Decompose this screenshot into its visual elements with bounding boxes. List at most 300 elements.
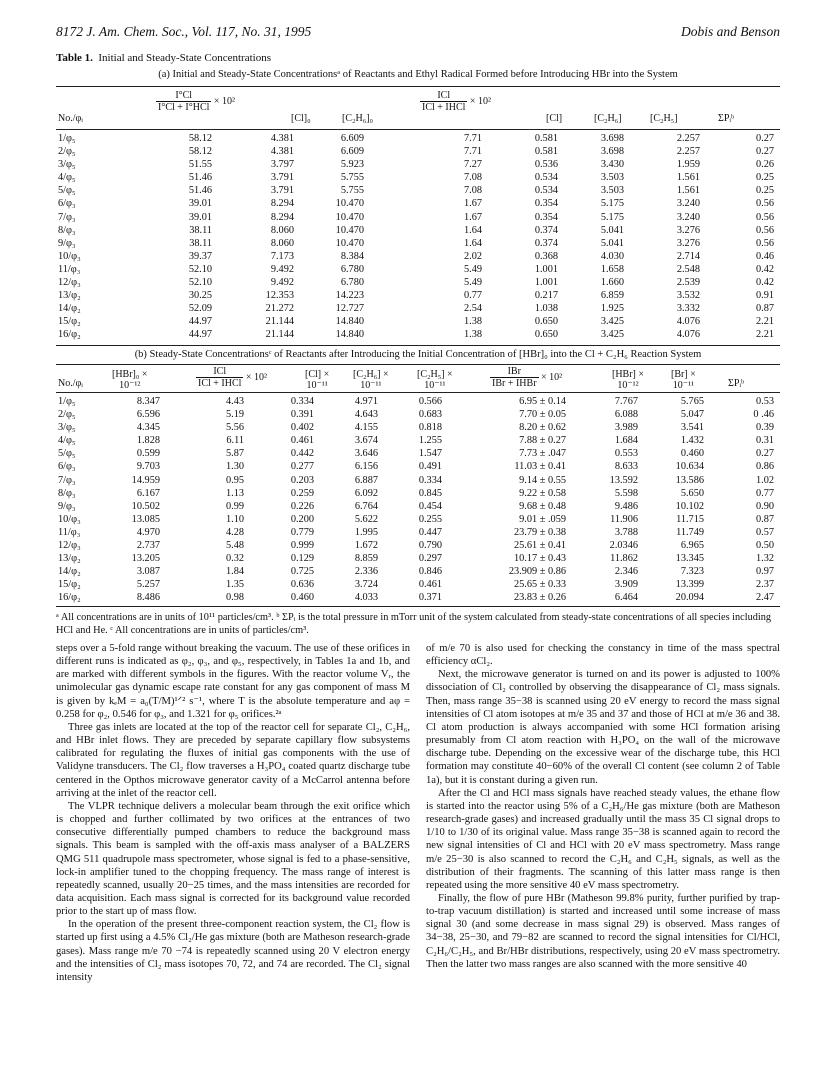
table-cell: 1.561 [676, 172, 700, 184]
table-cell: 5.041 [600, 224, 624, 236]
table-cell: 14.840 [335, 316, 364, 328]
table-cell: 1.10 [225, 513, 244, 525]
table-cell: 1.001 [534, 277, 558, 289]
table-cell: 1.84 [225, 566, 244, 578]
table-cell: 0.77 [755, 487, 774, 499]
table-row [56, 474, 780, 487]
header-hbr-b: [HBr] × 10⁻¹² [612, 369, 645, 391]
table-cell: 7.27 [463, 159, 482, 171]
table-cell: 2.257 [676, 133, 700, 144]
header-initial-cl-fraction: $\frac{I^\circ Cl}{\text{I°Cl + I°HCl}}$ × 10² [158, 90, 236, 113]
table-cell: 14.223 [335, 290, 364, 302]
table-cell: 2.02 [463, 250, 482, 262]
table-cell: 5.755 [340, 185, 364, 197]
row-label-cell: 5/φ₅ [58, 185, 76, 197]
table-cell: 1.64 [463, 224, 482, 236]
table-cell: 5.923 [340, 159, 364, 171]
paragraph: After the Cl and HCl mass signals have reached steady values, the ethane flow is started into the reactor using 5% of a C₂H₆/He gas mixture (both are Matheson research-grade gases) and increased gradually until the mass 35 Cl signal drops to 1/10 to 1/30 of its original value. Mass range 35−38 is scanned again to record the new signal intensities of Cl and HCl with 20 eV mass spectrometry. Mass range m/e 25−30 is also scanned to record the C₂H₆ and C₂H₅ signals, as well as the distribution of their fragments. The scanning of this latter mass range is then repeated using the more sensitive 40 eV mass spectrometry. [426, 787, 780, 891]
table-cell: 3.240 [676, 198, 700, 210]
table-cell: 7.73 ± .047 [519, 448, 566, 460]
paragraph: The VLPR technique delivers a molecular beam through the exit orifice which is chopped and further collimated by two orifices at the entrances of two consecutive differentially pumped chambers to reduce the background mass signals. This beam is sampled with the off-axis mass analyser of a BALZERS QMG 511 quadrupole mass spectrometer, whose signal is fed to a phase-sensitive, lock-in amplifier tuned to the chopping frequency. The mass range of interest is repeatedly scanned, usually 20−25 times, and the mass intensities are recorded for data acquisition. Each mass signal is corrected for its background value recorded prior to the start up of mass flow. [56, 800, 410, 918]
row-label-cell: 12/φ₃ [58, 277, 81, 289]
table-row [56, 578, 780, 591]
table-cell: 5.175 [600, 211, 624, 223]
table-cell: 10.470 [335, 198, 364, 210]
header-cl0: [Cl]₀ [291, 113, 311, 124]
table-cell: 0.86 [755, 461, 774, 473]
table-cell: 8.060 [270, 224, 294, 236]
table-cell: 0.374 [534, 237, 558, 249]
table-cell: 1.13 [225, 487, 244, 499]
table-cell: 4.381 [270, 146, 294, 158]
table-cell: 44.97 [188, 316, 212, 328]
table-cell: 0.391 [290, 409, 314, 421]
journal-citation: 8172 J. Am. Chem. Soc., Vol. 117, No. 31, 1995 [56, 24, 312, 39]
table-cell: 0.50 [755, 540, 774, 552]
table-cell: 23.83 ± 0.26 [514, 592, 566, 604]
table-row [56, 539, 780, 552]
table-cell: 1.959 [676, 159, 700, 171]
table-cell: 3.425 [600, 316, 624, 328]
table-cell: 2.548 [676, 263, 700, 275]
row-label-cell: 10/φ₃ [58, 250, 81, 262]
table-cell: 6.609 [340, 133, 364, 144]
table-footnote: ᵃ All concentrations are in units of 10¹¹ particles/cm³. ᵇ ΣPᵢ is the total pressure in mTorr unit of the system calculated from steady-state concentrations of all species including HCl and He. ᶜ All concentrations are in units of particles/cm³. [56, 612, 772, 636]
table-cell: 10.634 [675, 461, 704, 473]
table-cell: 1.684 [614, 435, 638, 447]
row-label-cell: 9/φ₃ [58, 500, 76, 512]
row-label-cell: 8/φ₃ [58, 487, 76, 499]
table-cell: 0.200 [290, 513, 314, 525]
table-cell: 2.346 [614, 566, 638, 578]
table-part-b-caption: (b) Steady-State Concentrationsᶜ of Reactants after Introducing the Initial Concentration of [HBr]₀ into the Cl + C₂H₆ Reaction System [134, 349, 702, 360]
header-cl-fraction: $\frac{\text{ICl}}{\text{ICl + IHCl}}$ × 10² [422, 90, 492, 113]
row-label-cell: 7/φ₃ [58, 211, 76, 223]
table-cell: 8.486 [136, 592, 160, 604]
header-c2h6-0: [C₂H₆]₀ [342, 113, 374, 124]
header-no-b: No./φᵢ [58, 378, 83, 389]
row-label-cell: 14/φ₂ [58, 303, 81, 315]
table-cell: 7.71 [463, 146, 482, 158]
table-cell: 21.144 [265, 329, 294, 341]
table-cell: 4.076 [676, 316, 700, 328]
table-cell: 0.32 [225, 553, 244, 565]
table-cell: 2.37 [755, 579, 774, 591]
row-label-cell: 15/φ₂ [58, 579, 81, 591]
table-cell: 5.755 [340, 172, 364, 184]
table-row [56, 487, 780, 500]
table-cell: 0.57 [755, 526, 774, 538]
table-cell: 0.334 [290, 396, 314, 407]
header-sum-pressure: ΣPᵢᵇ [718, 113, 735, 124]
table-cell: 2.0346 [609, 540, 638, 552]
table-cell: 0.90 [755, 500, 774, 512]
table-row [56, 500, 780, 513]
table-cell: 8.859 [354, 553, 378, 565]
header-cl: [Cl] [546, 113, 563, 124]
table-row [56, 513, 780, 526]
table-cell: 0.56 [755, 224, 774, 236]
table-cell: 1.547 [418, 448, 442, 460]
table-cell: 1.32 [755, 553, 774, 565]
table-cell: 1.35 [225, 579, 244, 591]
body-column-right [426, 642, 780, 971]
row-label-cell: 4/φ₅ [58, 435, 76, 447]
table-cell: 10.470 [335, 224, 364, 236]
table-cell: 3.332 [676, 303, 700, 315]
table-cell: 52.10 [188, 263, 212, 275]
table-cell: 0.259 [290, 487, 314, 499]
table-cell: 0.581 [534, 146, 558, 158]
table-cell: 38.11 [189, 237, 212, 249]
article-authors: Dobis and Benson [681, 24, 780, 39]
table-cell: 0.354 [534, 198, 558, 210]
header-cl-b: [Cl] × 10⁻¹¹ [305, 369, 330, 391]
table-cell: 3.791 [270, 172, 294, 184]
row-label-cell: 1/φ₅ [58, 396, 76, 407]
table-cell: 25.65 ± 0.33 [514, 579, 566, 591]
table-cell: 1.30 [225, 461, 244, 473]
table-cell: 3.674 [354, 435, 378, 447]
table-cell: 7.71 [463, 133, 482, 144]
table-cell: 0.371 [418, 592, 442, 604]
table-cell: 0.354 [534, 211, 558, 223]
table-cell: 2.21 [755, 316, 774, 328]
table-cell: 0.31 [755, 435, 774, 447]
table-cell: 0.25 [755, 172, 774, 184]
table-cell: 0.454 [418, 500, 442, 512]
paragraph: Finally, the flow of pure HBr (Matheson 99.8% purity, further purified by trap-to-trap vacuum distillation) is started and increased until some increase of mass signal 30 (and some decrease in mass signal 29) is observed. Mass ranges of 34−38, 25−30, and 79−82 are scanned to record the signal intensities for Cl/HCl, C₂H₆/C₂H₅, and Br/HBr distributions, respectively, using 20 eV mass spectrometry. Then the latter two mass ranges are also scanned with the more sensitive 40 [426, 892, 780, 970]
table-cell: 0.534 [534, 185, 558, 197]
table-cell: 39.01 [188, 211, 212, 223]
row-label-cell: 6/φ₃ [58, 461, 76, 473]
header-hbr0: [HBr]₀ × 10⁻¹² [112, 369, 148, 391]
table-row [56, 276, 780, 289]
paragraph: Three gas inlets are located at the top of the reactor cell for separate Cl₂, C₂H₆, and HBr inlet flows. They are preceded by separate capillary flow subsystems calibrated for regulating the fluxes of initial gas components with the use of Validyne transducers. The Cl₂ flow traverses a H₃PO₄ coated quartz discharge tube centered in the Opthos microwave generator cavity of a McCarrol antenna before arriving at the inlet of the reactor cell. [56, 721, 410, 799]
table-cell: 14.840 [335, 329, 364, 341]
table-rule-header-b [56, 392, 780, 393]
table-cell: 44.97 [188, 329, 212, 341]
row-label-cell: 16/φ₂ [58, 592, 81, 604]
table-cell: 12.353 [265, 290, 294, 302]
table-cell: 6.95 ± 0.14 [519, 396, 566, 407]
table-cell: 0.442 [290, 448, 314, 460]
table-row [56, 158, 780, 171]
table-cell: 2.257 [676, 146, 700, 158]
table-cell: 9.68 ± 0.48 [519, 500, 566, 512]
table-cell: 4.28 [225, 526, 244, 538]
header-sum-pressure-b: ΣPᵢᵇ [728, 378, 745, 389]
table-row [56, 460, 780, 473]
table-cell: 11.862 [610, 553, 638, 565]
table-cell: 3.276 [676, 237, 700, 249]
table-cell: 6.764 [354, 500, 378, 512]
table-cell: 4.43 [225, 396, 244, 407]
table-cell: 1.038 [534, 303, 558, 315]
table-row [56, 395, 780, 408]
table-cell: 0.95 [225, 474, 244, 486]
table-cell: 3.240 [676, 211, 700, 223]
table-cell: 0.217 [534, 290, 558, 302]
table-row [56, 328, 780, 341]
table-cell: 0.636 [290, 579, 314, 591]
table-cell: 0.255 [418, 513, 442, 525]
table-cell: 7.767 [614, 396, 638, 407]
table-cell: 0.536 [534, 159, 558, 171]
table-part-b [56, 395, 780, 605]
table-cell: 6.609 [340, 146, 364, 158]
table-cell: 12.727 [335, 303, 364, 315]
table-cell: 3.698 [600, 146, 624, 158]
table-cell: 0.297 [418, 553, 442, 565]
header-c2h5-b: [C₂H₅] × 10⁻¹¹ [417, 369, 453, 391]
table-cell: 0.461 [418, 579, 442, 591]
table-title-text: Initial and Steady-State Concentrations [98, 52, 271, 64]
paragraph: In the operation of the present three-component reaction system, the Cl₂ flow is started up first using a 4.5% Cl₂/He gas mixture (both are Matheson research-grade gases). Mass range m/e 70 −74 is repeatedly scanned using 20 V electron energy and the intensities of Cl₂ mass isotopes 70, 72, and 74 are recorded. The Cl₂ signal intensity [56, 919, 410, 983]
table-rule-top-a [56, 86, 780, 87]
table-cell: 5.49 [463, 277, 482, 289]
table-cell: 21.272 [265, 303, 294, 315]
table-cell: 5.48 [225, 540, 244, 552]
table-cell: 0.818 [418, 422, 442, 434]
table-cell: 1.995 [354, 526, 378, 538]
table-row [56, 237, 780, 250]
table-cell: 0.566 [418, 396, 442, 407]
table-title [56, 52, 271, 64]
table-cell: 5.175 [600, 198, 624, 210]
table-cell: 51.46 [188, 185, 212, 197]
table-cell: 3.797 [270, 159, 294, 171]
table-cell: 6.780 [340, 263, 364, 275]
table-cell: 11.906 [610, 513, 638, 525]
table-rule-header-a [56, 129, 780, 130]
table-cell: 3.532 [676, 290, 700, 302]
table-label: Table 1. [56, 52, 93, 64]
table-cell: 6.156 [354, 461, 378, 473]
row-label-cell: 13/φ₂ [58, 553, 81, 565]
table-cell: 4.381 [270, 133, 294, 144]
table-cell: 5.650 [680, 487, 704, 499]
table-cell: 2.737 [136, 540, 160, 552]
table-cell: 0.42 [755, 277, 774, 289]
table-cell: 0.368 [534, 250, 558, 262]
table-cell: 8.347 [136, 396, 160, 407]
table-cell: 5.56 [225, 422, 244, 434]
table-cell: 2.54 [463, 303, 482, 315]
table-cell: 0.99 [225, 500, 244, 512]
row-label-cell: 11/φ₃ [58, 263, 81, 275]
paragraph: of m/e 70 is also used for checking the constancy in time of the mass spectral efficiency αCl₂. [426, 643, 780, 668]
table-cell: 6.092 [354, 487, 378, 499]
table-cell: 0.277 [290, 461, 314, 473]
table-cell: 14.959 [131, 474, 160, 486]
table-cell: 4.076 [676, 329, 700, 341]
table-cell: 6.167 [136, 487, 160, 499]
table-cell: 1.255 [418, 435, 442, 447]
table-cell: 7.323 [680, 566, 704, 578]
table-cell: 0.581 [534, 133, 558, 144]
table-cell: 6.11 [226, 435, 244, 447]
table-cell: 6.780 [340, 277, 364, 289]
table-cell: 52.10 [188, 277, 212, 289]
table-cell: 10.470 [335, 211, 364, 223]
table-cell: 1.67 [463, 211, 482, 223]
table-cell: 0.650 [534, 329, 558, 341]
table-cell: 5.19 [225, 409, 244, 421]
table-cell: 10.102 [675, 500, 704, 512]
table-cell: 23.909 ± 0.86 [508, 566, 566, 578]
table-cell: 4.345 [136, 422, 160, 434]
table-cell: 9.22 ± 0.58 [519, 487, 566, 499]
table-cell: 1.828 [136, 435, 160, 447]
table-cell: 0.460 [290, 592, 314, 604]
table-cell: 6.859 [600, 290, 624, 302]
table-cell: 0.999 [290, 540, 314, 552]
table-cell: 1.561 [676, 185, 700, 197]
table-row [56, 552, 780, 565]
table-cell: 3.788 [614, 526, 638, 538]
row-label-cell: 11/φ₃ [58, 526, 81, 538]
table-cell: 8.060 [270, 237, 294, 249]
table-cell: 5.765 [680, 396, 704, 407]
table-cell: 13.085 [131, 513, 160, 525]
table-cell: 6.088 [614, 409, 638, 421]
table-row [56, 315, 780, 328]
row-label-cell: 12/φ₃ [58, 540, 81, 552]
row-label-cell: 3/φ₅ [58, 159, 76, 171]
table-cell: 5.047 [680, 409, 704, 421]
table-cell: 5.598 [614, 487, 638, 499]
table-cell: 13.205 [131, 553, 160, 565]
table-cell: 3.087 [136, 566, 160, 578]
table-cell: 8.294 [270, 198, 294, 210]
table-cell: 3.503 [600, 185, 624, 197]
table-cell: 5.622 [354, 513, 378, 525]
table-cell: 51.46 [188, 172, 212, 184]
table-cell: 6.887 [354, 474, 378, 486]
header-c2h6: [C₂H₆] [594, 113, 622, 124]
table-cell: 0.46 [755, 250, 774, 262]
table-cell: 39.37 [188, 250, 212, 262]
table-cell: 0.599 [136, 448, 160, 460]
table-cell: 25.61 ± 0.41 [514, 540, 566, 552]
header-cl-fraction-b: $\frac{\text{ICl}}{\text{ICl + IHCl}}$ × 10² [198, 366, 268, 389]
table-cell: 4.033 [354, 592, 378, 604]
table-cell: 1.432 [680, 435, 704, 447]
table-cell: 7.88 ± 0.27 [519, 435, 566, 447]
row-label-cell: 2/φ₅ [58, 146, 76, 158]
row-label-cell: 13/φ₂ [58, 290, 81, 302]
table-cell: 3.791 [270, 185, 294, 197]
table-row [56, 421, 780, 434]
table-cell: 13.586 [675, 474, 704, 486]
table-cell: 4.155 [354, 422, 378, 434]
table-cell: 1.672 [354, 540, 378, 552]
table-cell: 2.539 [676, 277, 700, 289]
table-cell: 3.698 [600, 133, 624, 144]
table-cell: 4.970 [136, 526, 160, 538]
table-cell: 8.294 [270, 211, 294, 223]
table-cell: 23.79 ± 0.38 [514, 526, 566, 538]
table-cell: 7.70 ± 0.05 [519, 409, 566, 421]
table-cell: 0.56 [755, 237, 774, 249]
table-cell: 0.683 [418, 409, 442, 421]
table-cell: 0.534 [534, 172, 558, 184]
table-cell: 3.541 [680, 422, 704, 434]
table-row [56, 224, 780, 237]
table-cell: 2.21 [755, 329, 774, 341]
row-label-cell: 2/φ₅ [58, 409, 76, 421]
header-br-fraction: $\frac{\text{IBr}}{\text{IBr + IHBr}}$ × 10² [492, 366, 563, 389]
table-cell: 0.491 [418, 461, 442, 473]
table-cell: 7.08 [463, 185, 482, 197]
table-cell: 0.26 [755, 159, 774, 171]
table-cell: 2.714 [676, 250, 700, 262]
table-cell: 5.041 [600, 237, 624, 249]
table-cell: 4.971 [354, 396, 378, 407]
row-label-cell: 1/φ₅ [58, 133, 76, 144]
table-cell: 7.173 [270, 250, 294, 262]
row-label-cell: 9/φ₃ [58, 237, 76, 249]
table-row [56, 211, 780, 224]
table-cell: 2.336 [354, 566, 378, 578]
table-cell: 4.643 [354, 409, 378, 421]
table-cell: 9.492 [270, 277, 294, 289]
table-cell: 6.596 [136, 409, 160, 421]
table-cell: 0.846 [418, 566, 442, 578]
row-label-cell: 4/φ₅ [58, 172, 76, 184]
table-row [56, 289, 780, 302]
row-label-cell: 3/φ₅ [58, 422, 76, 434]
table-cell: 1.658 [600, 263, 624, 275]
table-row [56, 145, 780, 158]
table-cell: 13.345 [675, 553, 704, 565]
table-cell: 39.01 [188, 198, 212, 210]
row-label-cell: 14/φ₂ [58, 566, 81, 578]
table-cell: 10.470 [335, 237, 364, 249]
table-cell: 13.592 [609, 474, 638, 486]
table-cell: 1.925 [600, 303, 624, 315]
table-rule-top-b [56, 364, 780, 365]
table-cell: 0.129 [290, 553, 314, 565]
paragraph: steps over a 5-fold range without breaking the vacuum. The use of these orifices in different runs is indicated as φ₂, φ₃, and φ₅, respectively, in Tables 1a and 1b, and are marked with different symbols in the figures. With the reactor volume Vᵣ, the unimolecular gas dynamic escape rate constant for any gas component of mass M is given by kₑM = a₀(T/M)¹ᐟ² s⁻¹, where T is the absolute temperature and aφ = 0.258 for φ₂, 0.546 for φ₃, and 1.321 for φ₅ orifices.²ᵃ [56, 643, 410, 720]
header-br-b: [Br] × 10⁻¹¹ [671, 369, 696, 391]
table-row [56, 197, 780, 210]
table-cell: 0.77 [463, 290, 482, 302]
table-row [56, 591, 780, 604]
row-label-cell: 16/φ₂ [58, 329, 81, 341]
table-cell: 1.64 [463, 237, 482, 249]
header-c2h6-b: [C₂H₆] × 10⁻¹¹ [353, 369, 389, 391]
table-cell: 38.11 [189, 224, 212, 236]
table-cell: 2.47 [755, 592, 774, 604]
table-rule-bottom-b [56, 606, 780, 607]
table-cell: 0.25 [755, 185, 774, 197]
table-cell: 1.67 [463, 198, 482, 210]
table-cell: 5.257 [136, 579, 160, 591]
table-cell: 0.56 [755, 198, 774, 210]
table-cell: 0.725 [290, 566, 314, 578]
table-cell: 0.447 [418, 526, 442, 538]
table-cell: 20.094 [675, 592, 704, 604]
table-cell: 9.14 ± 0.55 [519, 474, 566, 486]
table-cell: 0.39 [755, 422, 774, 434]
table-row [56, 408, 780, 421]
row-label-cell: 8/φ₃ [58, 224, 76, 236]
table-cell: 0.226 [290, 500, 314, 512]
table-row [56, 171, 780, 184]
header-no-a: No./φᵢ [58, 113, 83, 124]
